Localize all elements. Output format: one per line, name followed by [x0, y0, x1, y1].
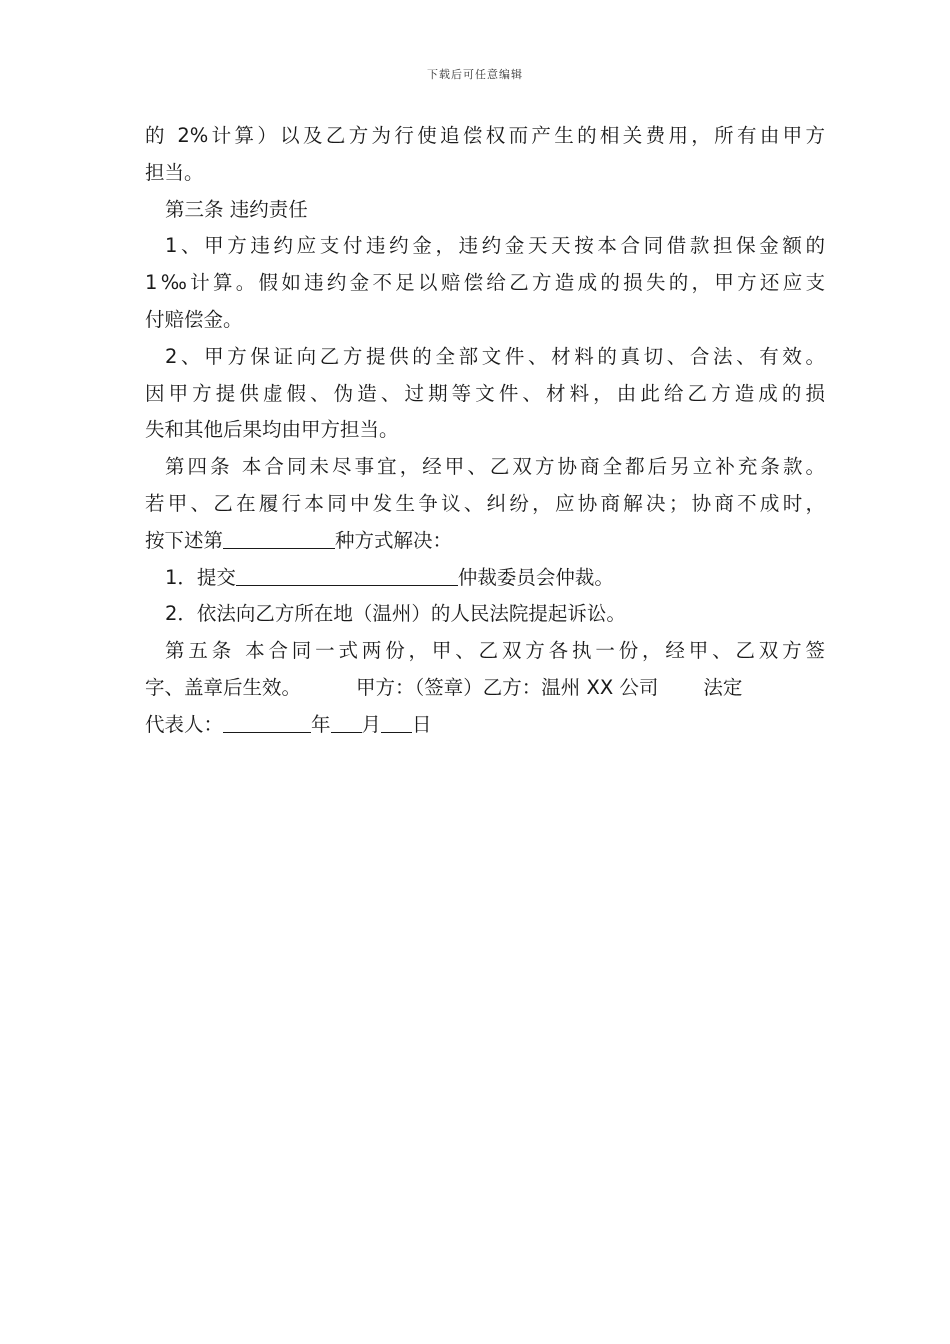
day-blank — [381, 710, 412, 733]
arbitration-commission-blank — [236, 563, 458, 586]
text-fragment: 法定 — [703, 675, 743, 699]
article-3-title: 第三条 违约责任 — [165, 197, 308, 221]
method-number-blank — [223, 526, 335, 549]
article-5-line: 第五条 本合同一式两份，甲、乙双方各执一份，经甲、乙双方签 — [165, 639, 825, 663]
text-fragment: 代表人： — [145, 712, 224, 736]
text-fragment: 字、盖章后生效。 — [145, 675, 302, 699]
paragraph-line: 1‰计算。假如违约金不足以赔偿给乙方造成的损失的，甲方还应支 — [145, 271, 825, 295]
option-2-line: 2．依法向乙方所在地（温州）的人民法院提起诉讼。 — [165, 602, 626, 626]
date-line — [145, 707, 825, 744]
option-1-line — [145, 560, 825, 597]
article-4-line: 第四条 本合同未尽事宜，经甲、乙双方协商全都后另立补充条款。 — [165, 455, 825, 479]
paragraph-line: 失和其他后果均由甲方担当。 — [145, 418, 399, 442]
paragraph-line: 2、甲方保证向乙方提供的全部文件、材料的真切、合法、有效。 — [165, 344, 825, 368]
paragraph-line: 付赔偿金。 — [145, 307, 243, 331]
paragraph-line: 的 2%计算）以及乙方为行使追偿权而产生的相关费用，所有由甲方 — [145, 124, 825, 147]
text-fragment: 日 — [412, 712, 432, 736]
month-blank — [331, 710, 362, 733]
text-fragment: 种方式解决： — [335, 528, 453, 552]
text-fragment: 月 — [361, 712, 382, 736]
text-fragment: 甲方：（签章）乙方：温州 XX 公司 — [356, 675, 659, 699]
year-blank — [223, 710, 311, 733]
paragraph-line: 1、甲方违约应支付违约金，违约金天天按本合同借款担保金额的 — [165, 234, 825, 258]
paragraph-line: 若甲、乙在履行本同中发生争议、纠纷，应协商解决；协商不成时， — [145, 491, 825, 515]
text-fragment: 按下述第 — [145, 528, 224, 552]
document-body — [145, 118, 825, 744]
text-fragment: 年 — [311, 712, 331, 736]
paragraph-line — [145, 523, 825, 560]
signature-line — [145, 670, 825, 707]
text-fragment: 仲裁委员会仲裁。 — [457, 565, 614, 589]
page-header: 下载后可任意编辑 — [427, 68, 523, 81]
paragraph-line: 担当。 — [145, 160, 204, 184]
paragraph-line: 因甲方提供虚假、伪造、过期等文件、材料，由此给乙方造成的损 — [145, 381, 825, 405]
text-fragment: 1．提交 — [165, 565, 236, 589]
